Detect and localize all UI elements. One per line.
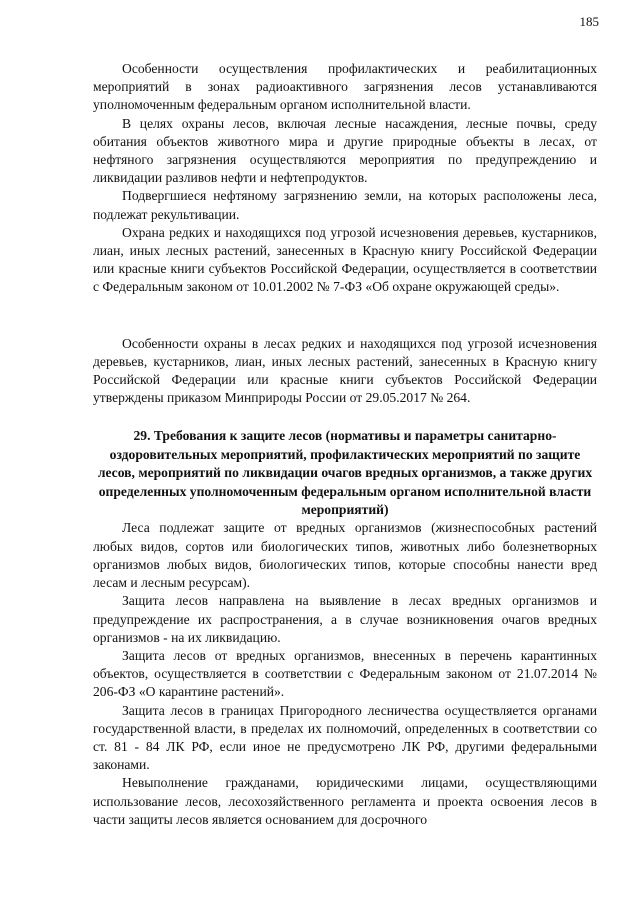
paragraph-quarantine: Защита лесов от вредных организмов, внесенных в перечень карантинных объектов, осуществляется в соответствии с Федеральным законом от 21.07.2014 № 206-ФЗ «О карантине растений».	[93, 647, 597, 700]
paragraph-rare-species-protection: Охрана редких и находящихся под угрозой исчезновения деревьев, кустарников, лиан, иных лесных растений, занесенных в Красную книгу Российской Федерации или красные книги субъектов Российской Федерации, осуществляется в соответствии с Федеральным законом от 10.01.2002 № 7-ФЗ «Об охране окружающей среды».	[93, 224, 597, 295]
paragraph-rare-species-order: Особенности охраны в лесах редких и находящихся под угрозой исчезновения деревьев, кустарников, лиан, иных лесных растений, занесенных в Красную книгу Российской Федерации или красные книги субъектов Российской Федерации утверждены приказом Минприроды России от 29.05.2017 № 264.	[93, 335, 597, 406]
paragraph-harmful-organisms: Леса подлежат защите от вредных организмов (жизнеспособных растений любых видов, сортов или биологических типов, животных либо болезнетворных организмов любых видов, биологических типов, которые способны нанести вред лесам и лесным ресурсам).	[93, 520, 597, 591]
paragraph-oil-pollution: В целях охраны лесов, включая лесные насаждения, лесные почвы, среду обитания объектов животного мира и другие природные объекты в лесах, от нефтяного загрязнения осуществляются мероприятия по предупреждению и ликвидации разливов нефти и нефтепродуктов.	[93, 115, 597, 186]
page-number: 185	[579, 14, 599, 29]
page-content	[93, 60, 597, 829]
spacer	[93, 297, 597, 335]
section-heading-29: 29. Требования к защите лесов (нормативы и параметры санитарно-оздоровительных мероприятий, профилактических мероприятий по защите лесов, мероприятий по ликвидации очагов вредных организмов, а также других определенных уполномоченным федеральным органом исполнительной власти мероприятий)	[97, 428, 593, 518]
paragraph-prigorodnoe-forestry: Защита лесов в границах Пригородного лесничества осуществляется органами государственной власти, в пределах их полномочий, определенных в соответствии со ст. 81 - 84 ЛК РФ, если иное не предусмотрено ЛК РФ, другими федеральными законами.	[93, 702, 597, 773]
paragraph-noncompliance: Невыполнение гражданами, юридическими лицами, осуществляющими использование лесов, лесохозяйственного регламента и проекта освоения лесов в части защиты лесов является основанием для досрочного	[93, 775, 597, 827]
paragraph-radioactive-zones: Особенности осуществления профилактических и реабилитационных мероприятий в зонах радиоактивного загрязнения лесов устанавливаются уполномоченным федеральным органом исполнительной власти.	[93, 61, 597, 113]
paragraph-detection: Защита лесов направлена на выявление в лесах вредных организмов и предупреждение их распространения, а в случае возникновения очагов вредных организмов - на их ликвидацию.	[93, 593, 597, 645]
paragraph-land-recultivation: Подвергшиеся нефтяному загрязнению земли, на которых расположены леса, подлежат рекультивации.	[93, 188, 597, 222]
